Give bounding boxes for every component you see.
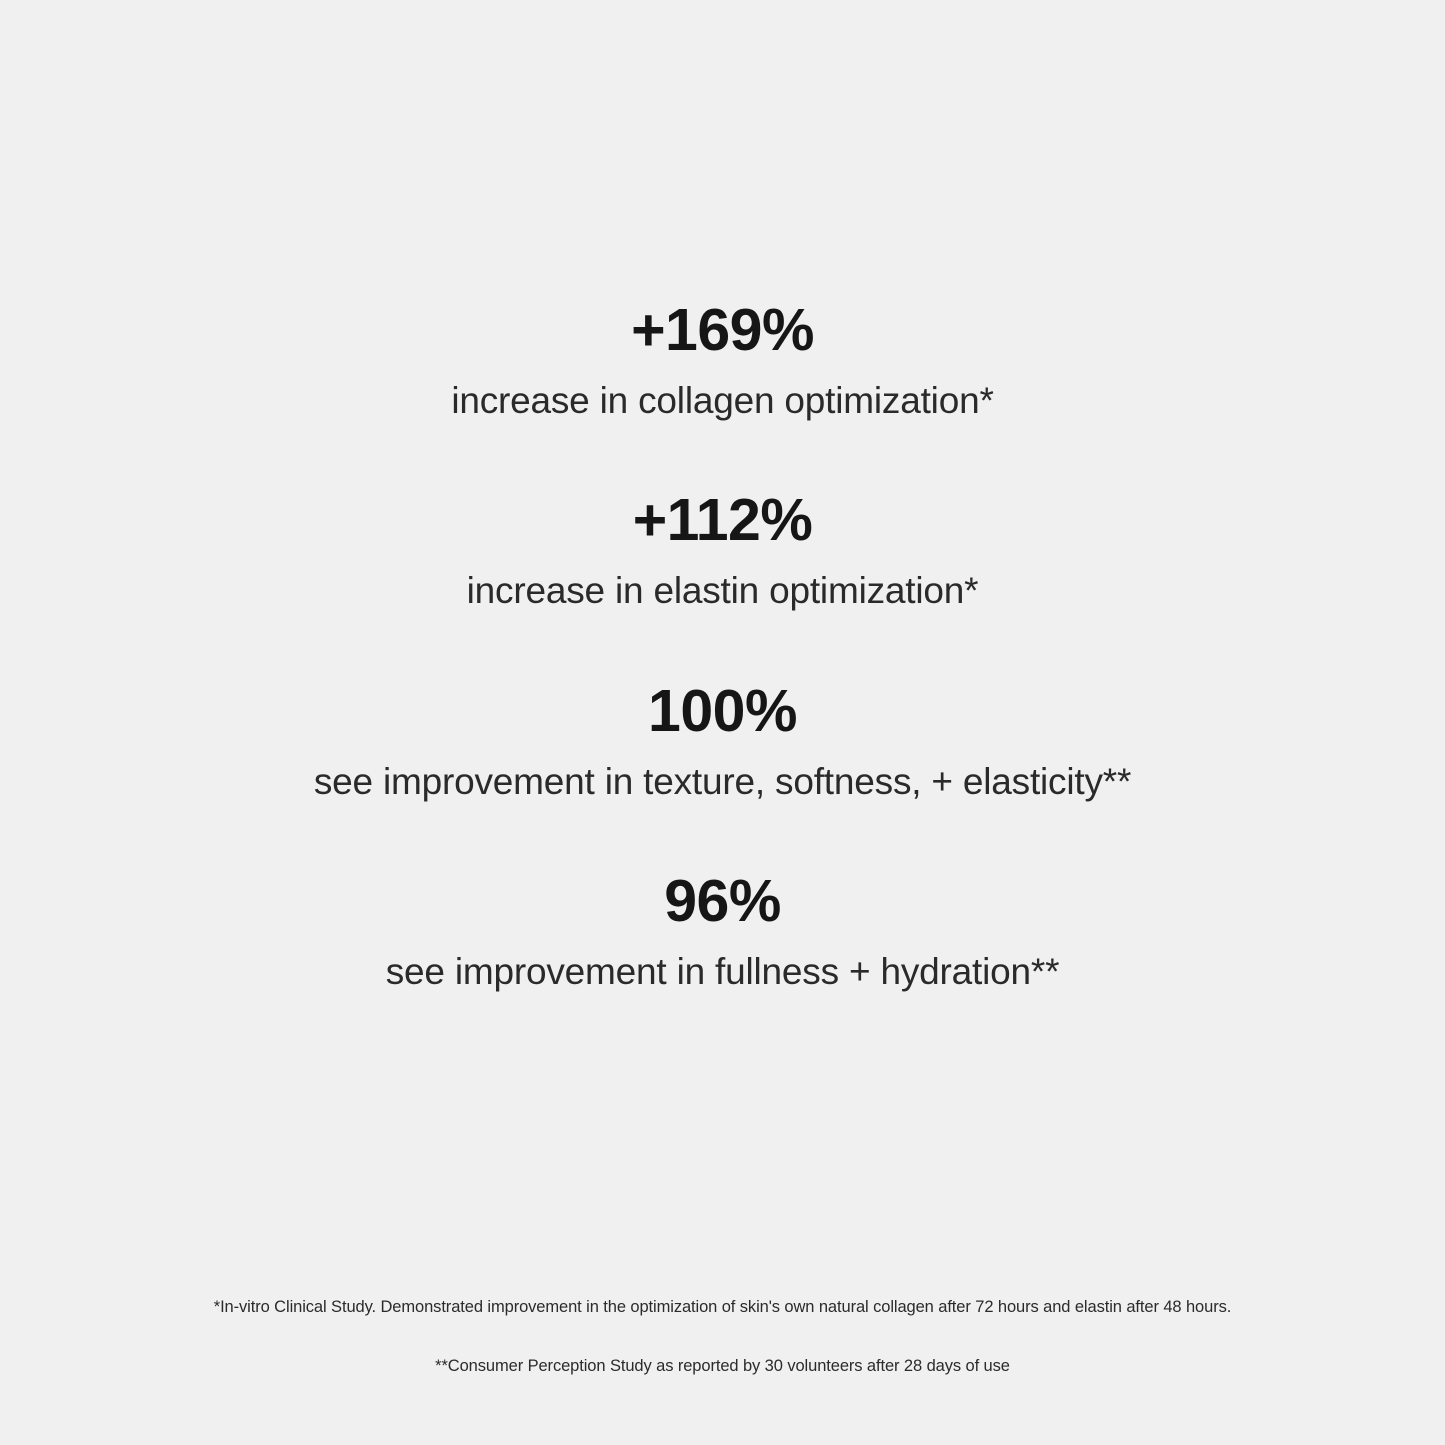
stat-label: increase in elastin optimization* <box>466 570 979 612</box>
footnote-consumer-study: **Consumer Perception Study as reported by 30 volunteers after 28 days of use <box>435 1356 1010 1375</box>
stat-item <box>0 487 1445 612</box>
stat-item <box>0 677 1445 803</box>
stats-list <box>0 297 1445 994</box>
stat-item <box>0 868 1445 993</box>
stat-label: increase in collagen optimization* <box>451 379 994 421</box>
stat-value: +112% <box>632 487 813 554</box>
stat-label: see improvement in texture, softness, + elasticity** <box>313 760 1132 802</box>
stat-label: see improvement in fullness + hydration** <box>385 951 1060 993</box>
footnote-clinical-study: *In-vitro Clinical Study. Demonstrated improvement in the optimization of skin's own natural collagen after 72 hours and elastin after 48 hours. <box>213 1298 1232 1317</box>
footnotes <box>0 1297 1445 1377</box>
stat-value: 100% <box>648 677 797 744</box>
stat-value: +169% <box>631 297 814 363</box>
stat-value: 96% <box>664 868 781 935</box>
stat-item <box>0 297 1445 422</box>
